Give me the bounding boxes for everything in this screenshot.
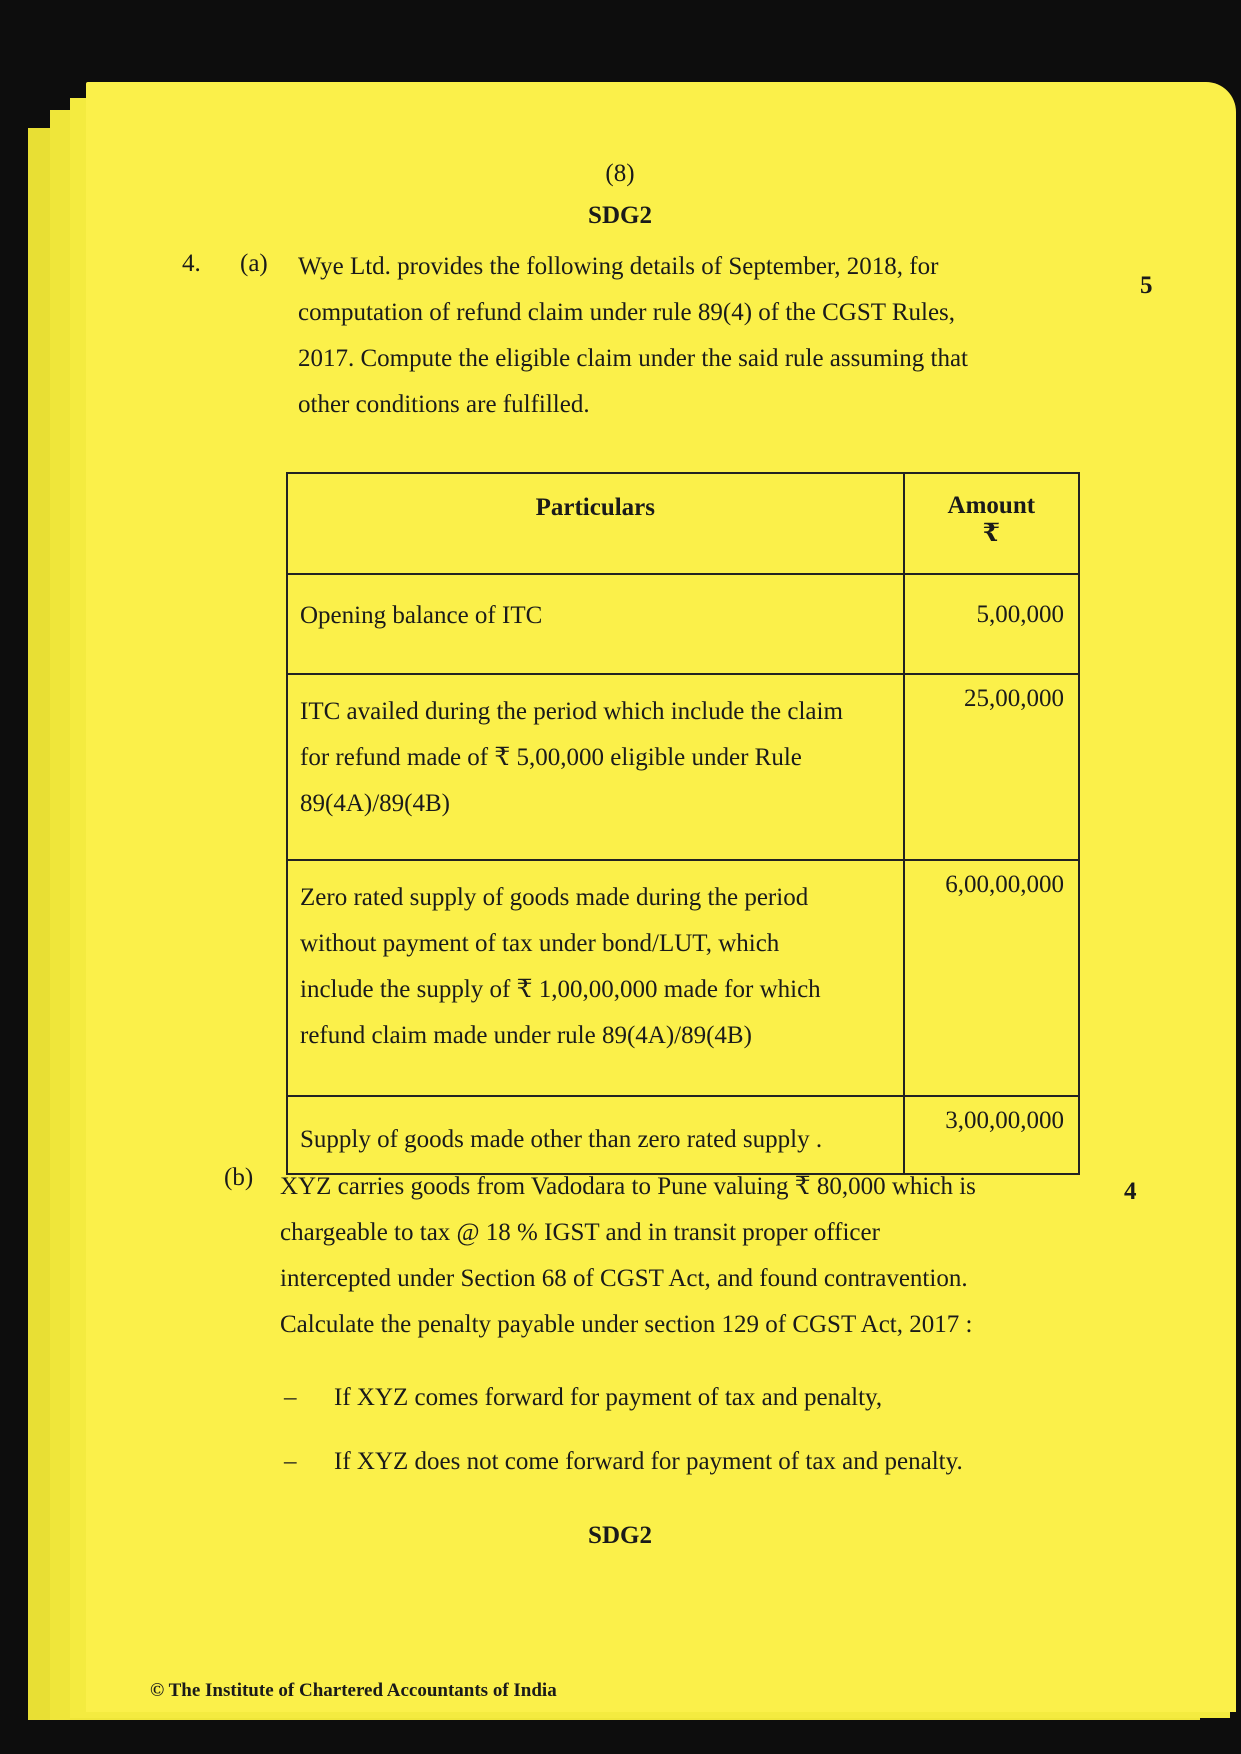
part-a-marks: 5 xyxy=(1140,272,1153,299)
table-header-row xyxy=(287,473,1079,574)
amount-header xyxy=(904,473,1079,574)
itc-table xyxy=(286,472,1080,1175)
question-number: 4. xyxy=(182,250,201,277)
table-row xyxy=(287,674,1079,860)
page-number: (8) xyxy=(605,160,635,187)
bullet-text: If XYZ does not come forward for payment of tax and penalty. xyxy=(334,1448,963,1475)
row-particulars xyxy=(287,674,904,860)
row-amount: 6,00,00,000 xyxy=(904,860,1079,1096)
row-amount: 5,00,000 xyxy=(904,574,1079,674)
part-a-line: Wye Ltd. provides the following details of September, 2018, for xyxy=(298,253,939,280)
part-a-text xyxy=(298,244,1070,428)
bullet-dash: – xyxy=(284,1384,297,1411)
part-b-marks: 4 xyxy=(1124,1178,1137,1205)
paper-code-top: SDG2 xyxy=(588,202,652,229)
part-a-line: 2017. Compute the eligible claim under the said rule assuming that xyxy=(298,345,968,372)
amount-header-label: Amount xyxy=(947,492,1036,519)
row-amount: 3,00,00,000 xyxy=(904,1096,1079,1174)
part-b-text xyxy=(280,1164,1052,1348)
part-b-line: Calculate the penalty payable under section 129 of CGST Act, 2017 : xyxy=(280,1311,973,1338)
row-line: ITC availed during the period which include the claim xyxy=(300,698,843,725)
row-line: for refund made of ₹ 5,00,000 eligible under Rule xyxy=(300,744,802,771)
row-line: Supply of goods made other than zero rated supply . xyxy=(300,1126,823,1153)
row-line: include the supply of ₹ 1,00,00,000 made for which xyxy=(300,976,821,1003)
table-row xyxy=(287,1096,1079,1174)
part-a-label: (a) xyxy=(240,250,268,277)
part-b-label: (b) xyxy=(224,1164,254,1191)
row-line: Zero rated supply of goods made during the period xyxy=(300,884,809,911)
table-row xyxy=(287,860,1079,1096)
row-line: 89(4A)/89(4B) xyxy=(300,790,450,817)
part-b-line: chargeable to tax @ 18 % IGST and in transit proper officer xyxy=(280,1219,880,1246)
bullet-dash: – xyxy=(284,1448,297,1475)
part-a-line: computation of refund claim under rule 89(4) of the CGST Rules, xyxy=(298,299,956,326)
row-particulars xyxy=(287,574,904,674)
row-line: without payment of tax under bond/LUT, which xyxy=(300,930,780,957)
row-particulars xyxy=(287,1096,904,1174)
row-amount: 25,00,000 xyxy=(904,674,1079,860)
bullet-text: If XYZ comes forward for payment of tax and penalty, xyxy=(334,1384,883,1411)
part-b-line: intercepted under Section 68 of CGST Act, and found contravention. xyxy=(280,1265,968,1292)
rupee-symbol: ₹ xyxy=(982,520,1000,547)
row-line: refund claim made under rule 89(4A)/89(4B) xyxy=(300,1022,752,1049)
paper-code-bottom: SDG2 xyxy=(588,1522,652,1549)
part-a-line: other conditions are fulfilled. xyxy=(298,391,590,418)
particulars-header: Particulars xyxy=(287,473,904,574)
part-b-line: XYZ carries goods from Vadodara to Pune valuing ₹ 80,000 which is xyxy=(280,1173,976,1200)
copyright-footer: © The Institute of Chartered Accountants of India xyxy=(150,1680,557,1701)
row-particulars xyxy=(287,860,904,1096)
row-line: Opening balance of ITC xyxy=(300,602,543,629)
table-row xyxy=(287,574,1079,674)
